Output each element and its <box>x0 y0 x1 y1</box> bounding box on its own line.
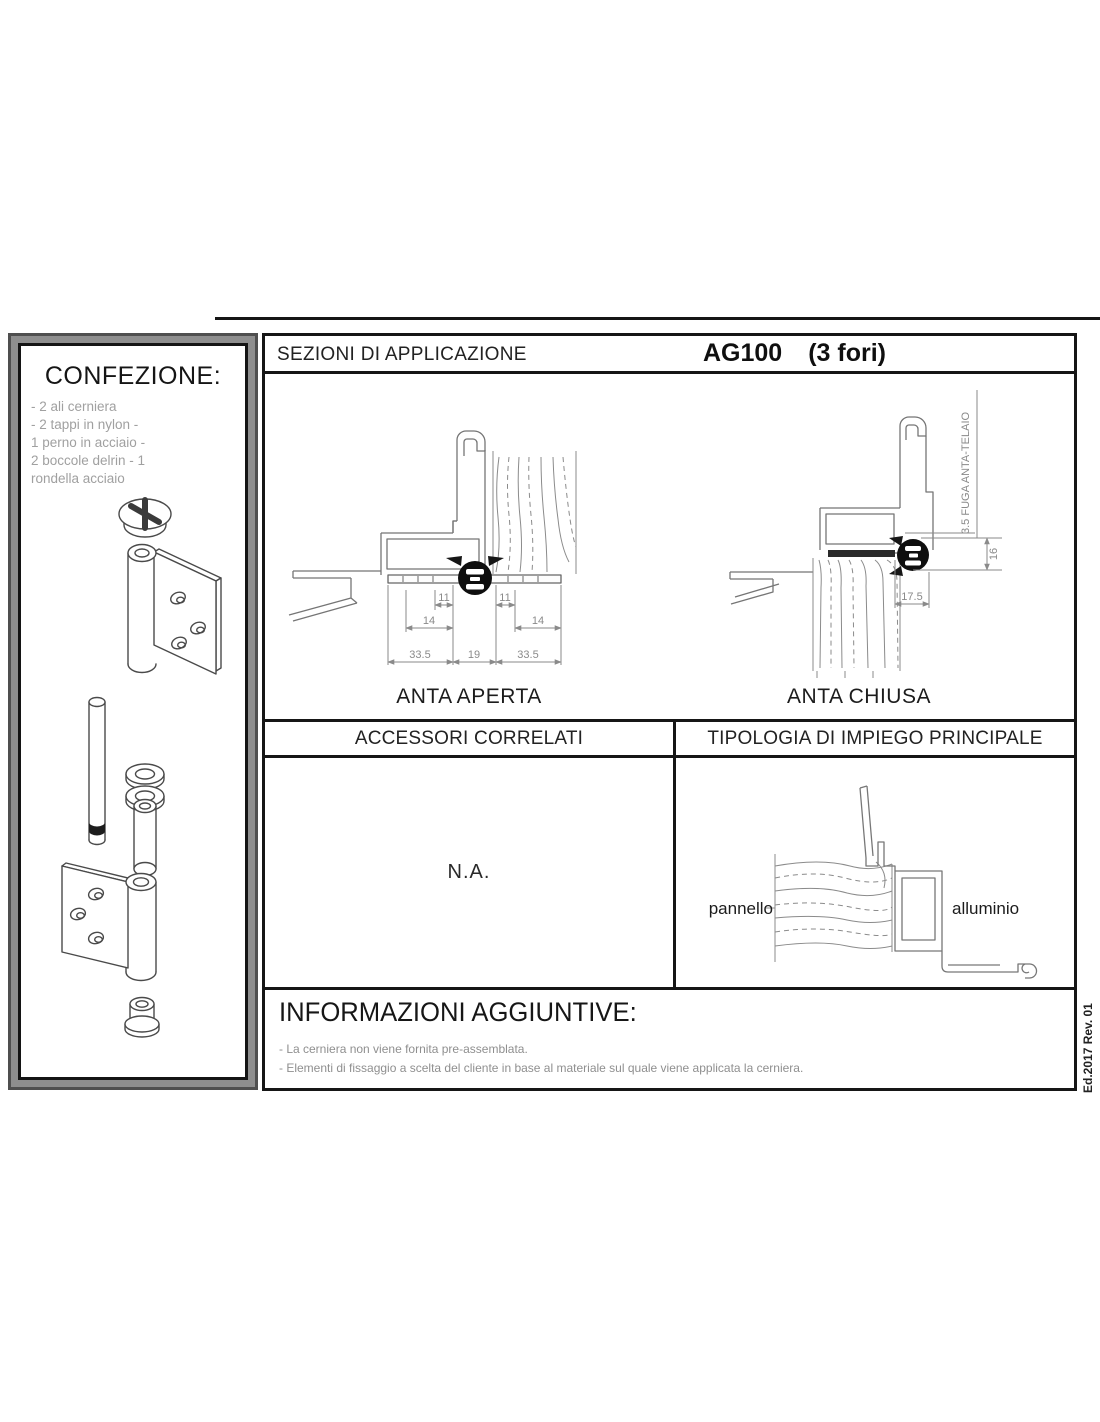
confezione-panel-inner <box>18 343 248 1080</box>
confezione-title: CONFEZIONE: <box>44 362 222 390</box>
accessori-title: ACCESSORI CORRELATI <box>354 727 584 749</box>
sheet-header <box>262 333 1077 374</box>
wood-panel-tipologia <box>766 854 892 962</box>
steel-pin-part <box>89 698 105 845</box>
anta-chiusa-drawing <box>730 390 1002 708</box>
dim-label: 16 <box>988 547 1000 561</box>
nylon-cap-part <box>125 998 159 1038</box>
dim-label: 14 <box>531 615 545 627</box>
dim-label: 11 <box>499 592 511 604</box>
pannello-label: pannello <box>708 899 773 918</box>
dimension-lines-chiusa <box>895 390 1002 608</box>
dim-label: 17.5 <box>901 591 923 603</box>
informazioni-title: INFORMAZIONI AGGIUNTIVE: <box>279 997 637 1027</box>
informazioni-note: - La cerniera non viene fornita pre-assemblata. <box>279 1042 528 1056</box>
dim-label: 33.5 <box>517 649 539 661</box>
confezione-item: - 2 tappi in nylon - <box>31 417 139 432</box>
confezione-panel <box>8 333 258 1090</box>
product-code-block <box>703 339 886 368</box>
informazioni-notes <box>279 1040 1060 1078</box>
hinge-exploded-diagram <box>31 490 243 1080</box>
alluminio-label: alluminio <box>952 899 1020 918</box>
hinge-wing-lower-part <box>62 863 156 981</box>
informazioni-note: - Elementi di fissaggio a scelta del cliente in base al materiale sul quale viene applicata la cerniera. <box>279 1061 804 1075</box>
confezione-item: 2 boccole delrin - 1 <box>31 453 146 468</box>
wood-panel-aperta <box>493 451 576 574</box>
dim-label: 14 <box>422 615 436 627</box>
accessori-value: N.A. <box>447 861 491 883</box>
tipologia-body-cell <box>673 755 1077 990</box>
informazioni-cell <box>262 987 1077 1091</box>
washers-and-bushing-part <box>126 764 164 876</box>
anta-aperta-label: ANTA APERTA <box>396 685 542 708</box>
accessori-body-cell <box>262 755 676 990</box>
wood-panel-chiusa <box>813 558 900 678</box>
hinge-wing-upper-part <box>128 545 221 675</box>
dim-label: 33.5 <box>409 649 431 661</box>
product-code: AG100 <box>703 339 783 367</box>
top-rule <box>215 317 1100 320</box>
confezione-list <box>31 398 235 488</box>
sezioni-drawings-cell <box>262 371 1077 722</box>
confezione-item: 1 perno in acciaio - <box>31 435 146 450</box>
application-sections-drawing <box>265 374 1074 719</box>
product-variant: (3 fori) <box>808 339 886 367</box>
dim-label: 19 <box>467 649 481 661</box>
edition-revision-label: Ed.2017 Rev. 01 <box>1081 1003 1095 1093</box>
aluminium-profile-tipologia <box>860 786 1037 978</box>
anta-chiusa-label: ANTA CHIUSA <box>787 685 931 708</box>
tipologia-title: TIPOLOGIA DI IMPIEGO PRINCIPALE <box>707 727 1043 749</box>
tipologia-header-cell <box>673 719 1077 758</box>
screw-cap-part <box>119 499 171 537</box>
confezione-item: rondella acciaio <box>31 471 125 486</box>
anta-aperta-drawing <box>289 431 576 708</box>
sezioni-title: SEZIONI DI APPLICAZIONE <box>277 344 527 365</box>
dim-label: 11 <box>438 592 450 604</box>
tipologia-drawing <box>676 758 1074 987</box>
fuga-dimension-label: 3.5 FUGA ANTA-TELAIO <box>960 411 972 534</box>
accessori-header-cell <box>262 719 676 758</box>
confezione-item: - 2 ali cerniera <box>31 399 117 414</box>
